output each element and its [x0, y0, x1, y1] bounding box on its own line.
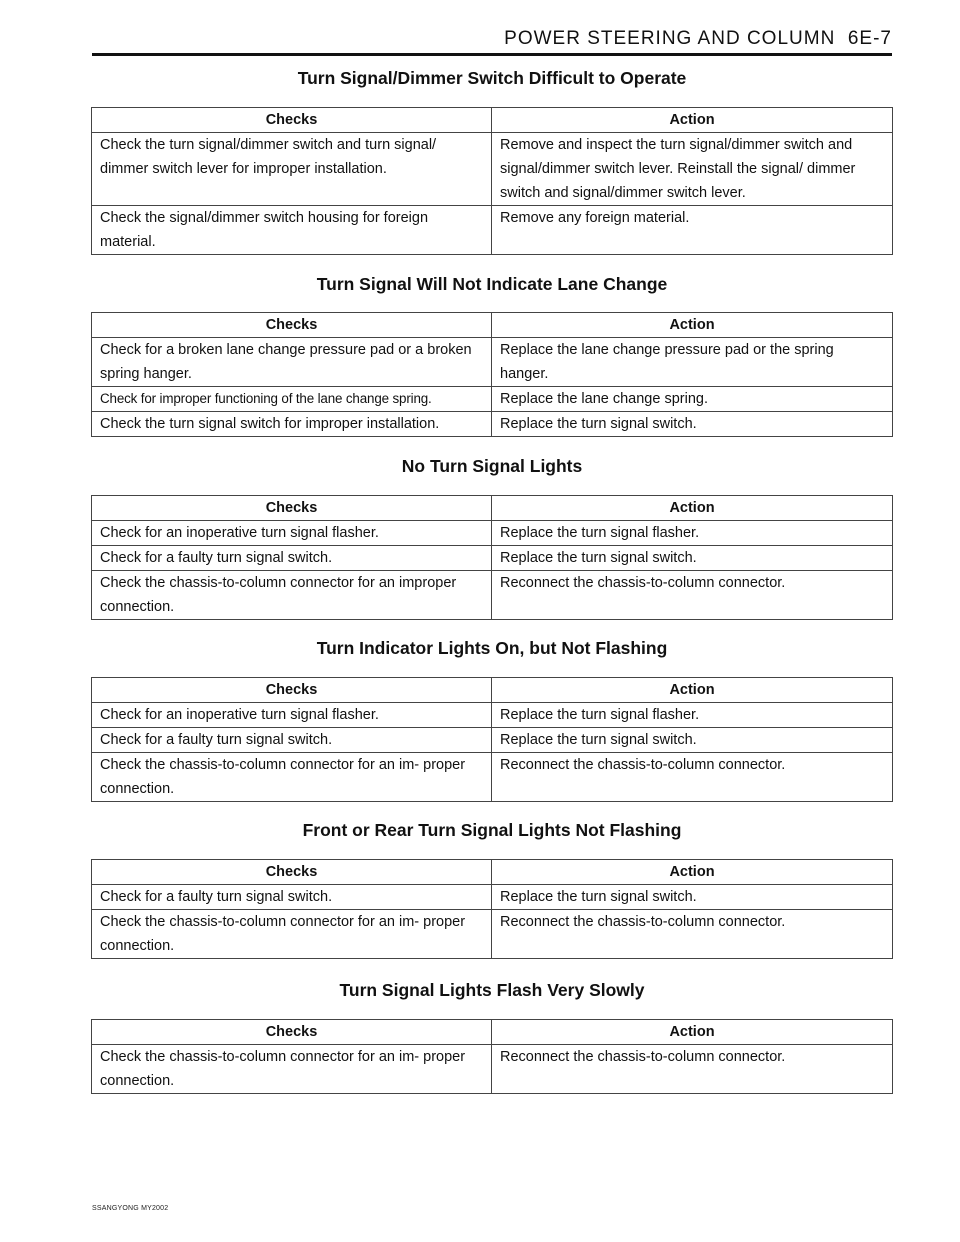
header-rule [92, 53, 892, 56]
action-cell: Reconnect the chassis-to-column connector. [492, 571, 893, 620]
checks-column-header: Checks [92, 313, 492, 338]
check-cell: Check the chassis-to-column connector for an im- proper connection. [92, 910, 492, 959]
action-column-header: Action [492, 108, 893, 133]
troubleshooting-table [91, 312, 893, 437]
action-cell: Remove any foreign material. [492, 206, 893, 255]
table-header-row [92, 313, 893, 338]
table-row [92, 885, 893, 910]
action-column-header: Action [492, 1020, 893, 1045]
action-cell: Reconnect the chassis-to-column connector. [492, 1045, 893, 1094]
table-row [92, 546, 893, 571]
section-title: Front or Rear Turn Signal Lights Not Flashing [302, 820, 682, 840]
table-row [92, 133, 893, 206]
header-title: POWER STEERING AND COLUMN [504, 28, 836, 49]
check-cell: Check the chassis-to-column connector for an im- proper connection. [92, 753, 492, 802]
action-cell: Replace the turn signal switch. [492, 412, 893, 437]
table-row [92, 412, 893, 437]
table-row [92, 206, 893, 255]
section-title: Turn Indicator Lights On, but Not Flashing [316, 638, 668, 658]
troubleshooting-table [91, 1019, 893, 1094]
check-cell: Check for improper functioning of the lane change spring. [92, 387, 492, 412]
check-cell: Check for a broken lane change pressure pad or a broken spring hanger. [92, 338, 492, 387]
section-title: Turn Signal Lights Flash Very Slowly [339, 980, 645, 1000]
page-header [504, 28, 892, 50]
action-column-header: Action [492, 313, 893, 338]
check-cell: Check the signal/dimmer switch housing for foreign material. [92, 206, 492, 255]
check-cell: Check the chassis-to-column connector for an im- proper connection. [92, 1045, 492, 1094]
troubleshooting-table [91, 107, 893, 255]
action-cell: Reconnect the chassis-to-column connector. [492, 910, 893, 959]
check-cell: Check for a faulty turn signal switch. [92, 885, 492, 910]
table-row [92, 1045, 893, 1094]
check-cell: Check the turn signal/dimmer switch and turn signal/ dimmer switch lever for improper installation. [92, 133, 492, 206]
checks-column-header: Checks [92, 496, 492, 521]
action-column-header: Action [492, 678, 893, 703]
action-cell: Replace the lane change pressure pad or the spring hanger. [492, 338, 893, 387]
check-cell: Check for a faulty turn signal switch. [92, 728, 492, 753]
action-column-header: Action [492, 860, 893, 885]
action-column-header: Action [492, 496, 893, 521]
table-row [92, 387, 893, 412]
table-header-row [92, 1020, 893, 1045]
table-row [92, 753, 893, 802]
action-cell: Remove and inspect the turn signal/dimmer switch and signal/dimmer switch lever. Reinstall the signal/ dimmer switch and signal/dimmer switch lever. [492, 133, 893, 206]
troubleshooting-table [91, 677, 893, 802]
check-cell: Check for a faulty turn signal switch. [92, 546, 492, 571]
table-header-row [92, 860, 893, 885]
check-cell: Check the chassis-to-column connector for an improper connection. [92, 571, 492, 620]
action-cell: Replace the turn signal flasher. [492, 703, 893, 728]
table-row [92, 571, 893, 620]
checks-column-header: Checks [92, 108, 492, 133]
check-cell: Check for an inoperative turn signal flasher. [92, 521, 492, 546]
action-cell: Replace the turn signal flasher. [492, 521, 893, 546]
checks-column-header: Checks [92, 860, 492, 885]
table-row [92, 338, 893, 387]
troubleshooting-table [91, 859, 893, 959]
troubleshooting-table [91, 495, 893, 620]
check-cell: Check the turn signal switch for improper installation. [92, 412, 492, 437]
section-title: No Turn Signal Lights [401, 456, 583, 476]
action-cell: Replace the turn signal switch. [492, 546, 893, 571]
table-row [92, 910, 893, 959]
section-title: Turn Signal/Dimmer Switch Difficult to Operate [297, 68, 687, 88]
table-row [92, 521, 893, 546]
header-page-number: 6E-7 [847, 28, 892, 49]
table-row [92, 728, 893, 753]
action-cell: Reconnect the chassis-to-column connector. [492, 753, 893, 802]
action-cell: Replace the lane change spring. [492, 387, 893, 412]
checks-column-header: Checks [92, 678, 492, 703]
section-title: Turn Signal Will Not Indicate Lane Change [316, 274, 668, 294]
checks-column-header: Checks [92, 1020, 492, 1045]
action-cell: Replace the turn signal switch. [492, 728, 893, 753]
table-row [92, 703, 893, 728]
check-cell: Check for an inoperative turn signal flasher. [92, 703, 492, 728]
table-header-row [92, 678, 893, 703]
action-cell: Replace the turn signal switch. [492, 885, 893, 910]
table-header-row [92, 496, 893, 521]
page-footer: SSANGYONG MY2002 [92, 1205, 169, 1212]
table-header-row [92, 108, 893, 133]
